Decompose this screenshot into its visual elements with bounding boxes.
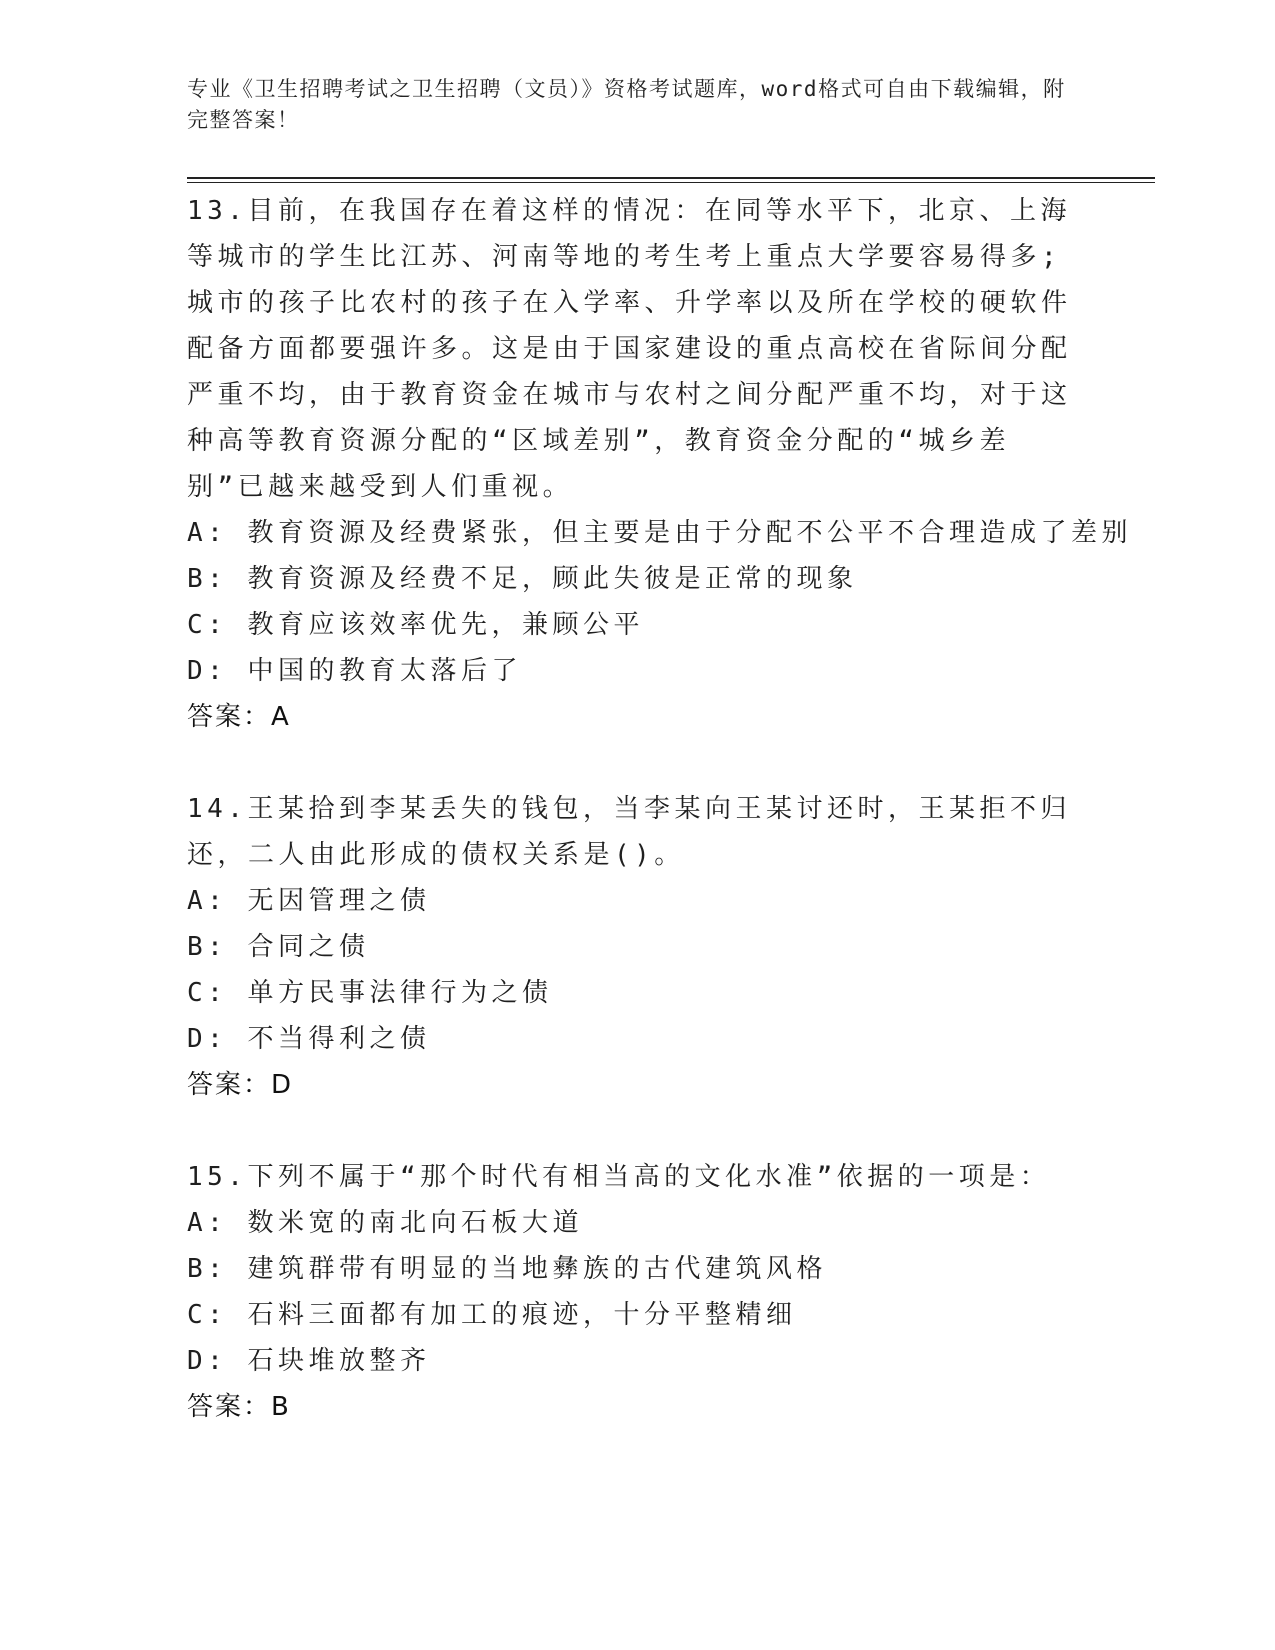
question-stem: 15.下列不属于“那个时代有相当高的文化水准”依据的一项是： (187, 1162, 1051, 1192)
option-a: A: 无因管理之债 (187, 886, 431, 916)
question-stem: 14.王某拾到李某丢失的钱包，当李某向王某讨还时，王某拒不归还，二人由此形成的债权关系是()。 (187, 794, 1071, 870)
option-a: A: 教育资源及经费紧张，但主要是由于分配不公平不合理造成了差别 (187, 518, 1132, 548)
header-divider-thick (187, 177, 1155, 179)
question-stem: 13.目前，在我国存在着这样的情况：在同等水平下，北京、上海等城市的学生比江苏、河南等地的考生考上重点大学要容易得多;城市的孩子比农村的孩子在入学率、升学率以及所在学校的硬软件配备方面都要强许多。这是由于国家建设的重点高校在省际间分配严重不均，由于教育资金在城市与农村之间分配严重不均，对于这种高等教育资源分配的“区域差别”，教育资金分配的“城乡差别”已越来越受到人们重视。 (187, 196, 1072, 502)
question-15 (187, 1154, 1087, 1430)
option-b: B: 教育资源及经费不足，顾此失彼是正常的现象 (187, 564, 858, 594)
option-d: D: 石块堆放整齐 (187, 1346, 431, 1376)
option-a: A: 数米宽的南北向石板大道 (187, 1208, 583, 1238)
header-divider-thin (187, 182, 1155, 183)
answer-line: 答案：D (187, 1070, 294, 1100)
question-14 (187, 786, 1087, 1108)
option-b: B: 建筑群带有明显的当地彝族的古代建筑风格 (187, 1254, 827, 1284)
answer-line: 答案：B (187, 1392, 291, 1422)
option-c: C: 石料三面都有加工的痕迹，十分平整精细 (187, 1300, 797, 1330)
option-d: D: 中国的教育太落后了 (187, 656, 522, 686)
question-list (187, 188, 1132, 1430)
option-b: B: 合同之债 (187, 932, 370, 962)
document-intro: 专业《卫生招聘考试之卫生招聘（文员）》资格考试题库，word格式可自由下载编辑，附完整答案！ (187, 77, 1066, 132)
option-c: C: 教育应该效率优先，兼顾公平 (187, 610, 644, 640)
option-d: D: 不当得利之债 (187, 1024, 431, 1054)
option-c: C: 单方民事法律行为之债 (187, 978, 553, 1008)
answer-line: 答案：A (187, 702, 291, 732)
question-13 (187, 188, 1132, 740)
